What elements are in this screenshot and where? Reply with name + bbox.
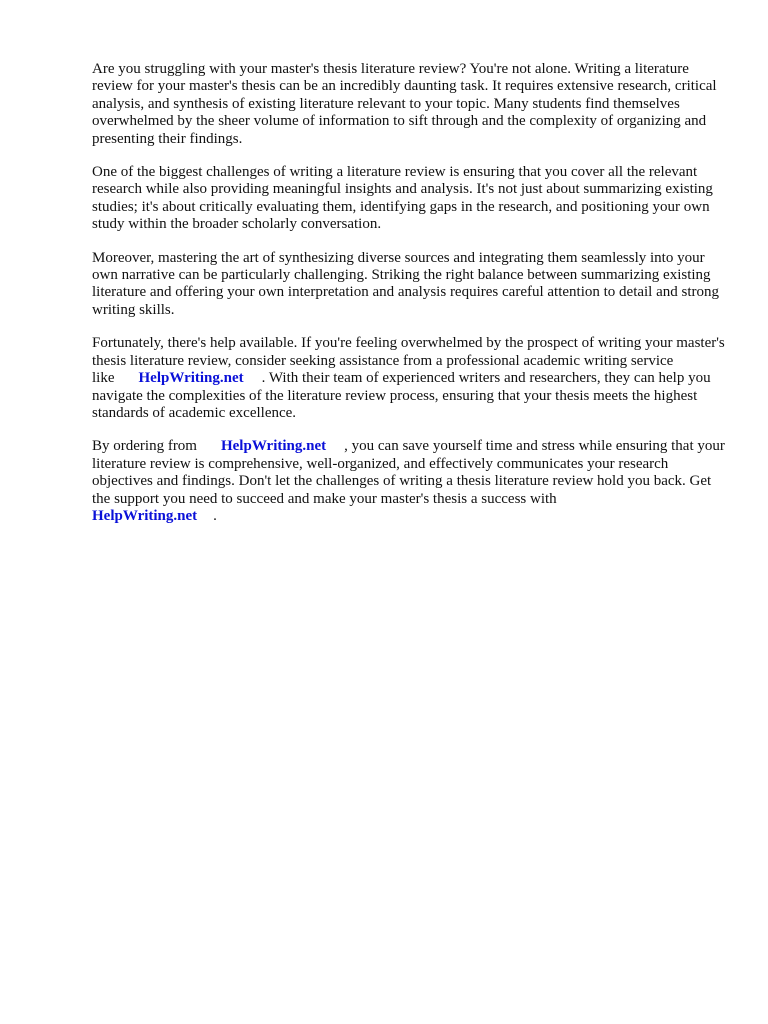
- ordering-text-after: .: [213, 507, 217, 524]
- help-text-before: Fortunately, there's help available. If you're feeling overwhelmed by the prospect of writing your master's thesis literature review, consider seeking assistance from a professional academic writing service like: [92, 335, 725, 387]
- document-body: [92, 61, 732, 541]
- paragraph-synthesis: Moreover, mastering the art of synthesizing diverse sources and integrating them seamlessly into your own narrative can be particularly challenging. Striking the right balance between summarizing existing literature and offering your own interpretation and analysis requires careful attention to detail and strong writing skills.: [92, 249, 720, 318]
- helpwriting-link[interactable]: HelpWriting.net: [138, 370, 244, 387]
- helpwriting-link[interactable]: HelpWriting.net: [220, 438, 327, 455]
- paragraph-help-available: [92, 335, 732, 422]
- paragraph-intro: Are you struggling with your master's thesis literature review? You're not alone. Writing a literature review for your master's thesis can be an incredibly daunting task. It requires extensive research, critical analysis, and synthesis of existing literature relevant to your topic. Many students find themselves overwhelmed by the sheer volume of information to sift through and the complexity of organizing and presenting their findings.: [92, 61, 717, 147]
- helpwriting-link[interactable]: HelpWriting.net: [92, 507, 198, 524]
- paragraph-challenges: One of the biggest challenges of writing a literature review is ensuring that you cover all the relevant research while also providing meaningful insights and analysis. It's not just about summarizing existing studies; it's about critically evaluating them, identifying gaps in the research, and positioning your own study within the broader scholarly conversation.: [92, 164, 713, 233]
- ordering-text-middle: , you can save yourself time and stress while ensuring that your literature review is comprehensive, well-organized, and effectively communicates your research objectives and findings. Don't let the challenges of writing a thesis literature review hold you back. Get the support you need to succeed and make your master's thesis a success with: [92, 438, 725, 507]
- ordering-text-before: By ordering from: [92, 438, 197, 455]
- help-text-after: . With their team of experienced writers and researchers, they can help you navigate the complexities of the literature review process, ensuring that your thesis meets the highest standards of academic excellence.: [92, 370, 711, 421]
- paragraph-ordering: [92, 438, 732, 525]
